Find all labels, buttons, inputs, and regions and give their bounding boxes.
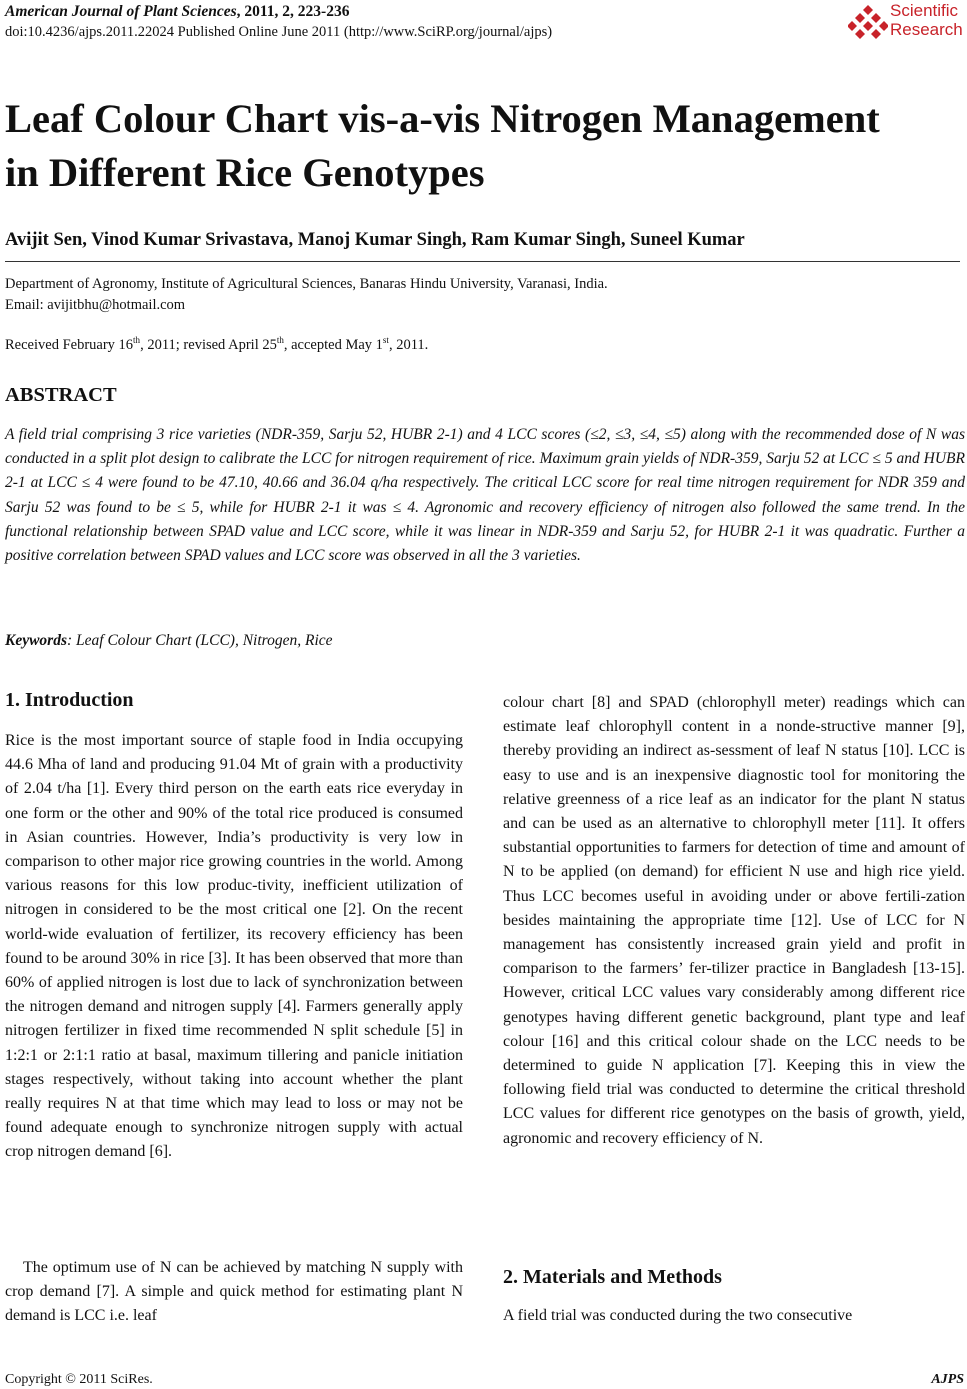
header-divider bbox=[5, 261, 960, 262]
author-email: Email: avijitbhu@hotmail.com bbox=[5, 297, 186, 313]
introduction-paragraph-2: The optimum use of N can be achieved by matching N supply with crop demand [7]. A simple and quick method for estimating plant N demand is LCC i.e. leaf bbox=[5, 1259, 463, 1325]
publisher-logo bbox=[848, 1, 966, 43]
keywords-label: Keywords bbox=[5, 632, 67, 649]
accepted-year: , 2011. bbox=[388, 336, 429, 353]
journal-citation bbox=[5, 3, 349, 21]
abstract-text: A field trial comprising 3 rice varieties (NDR-359, Sarju 52, HUBR 2-1) and 4 LCC scores (≤2, ≤3, ≤4, ≤5) along with the recommended dose of N was conducted in a split plot design to calibrate the LCC for nitrogen requirement of rice. Maximum grain yields of NDR-359, Sarju 52 at LCC ≤ 5 and HUBR 2-1 at LCC ≤ 4 were found to be 47.10, 40.66 and 36.04 q/ha respectively. The critical LCC score for real time nitrogen requirement for NDR 359 and Sarju 52 was found to be ≤ 5, while for HUBR 2-1 it was ≤ 4. Agronomic and recovery efficiency of nitrogen also followed the same trend. In the functional relationship between SPAD value and LCC score, while it was linear in NDR-359 and Sarju 52, for HUBR 2-1 it was quadratic. Further a positive correlation between SPAD values and LCC score was observed in all the 3 varieties. bbox=[5, 426, 965, 565]
footer-copyright: Copyright © 2011 SciRes. bbox=[5, 1372, 153, 1387]
abstract-heading: ABSTRACT bbox=[5, 384, 117, 406]
journal-volume-pages: , 2011, 2, 223-236 bbox=[236, 3, 350, 20]
logo-line-1: Scientific bbox=[890, 1, 959, 20]
section-heading-methods: 2. Materials and Methods bbox=[503, 1266, 722, 1288]
received-dates bbox=[5, 335, 428, 354]
article-title bbox=[5, 92, 960, 200]
publisher-logo-icon bbox=[848, 3, 888, 43]
logo-line-2: Research bbox=[890, 20, 963, 39]
received-text: Received February 16 bbox=[5, 336, 134, 353]
footer-journal-abbr: AJPS bbox=[931, 1372, 964, 1387]
affiliation: Department of Agronomy, Institute of Agricultural Sciences, Banaras Hindu University, Varanasi, India. bbox=[5, 276, 608, 292]
introduction-paragraph-1: Rice is the most important source of staple food in India occupying 44.6 Mha of land and producing 91.04 Mt of grain with a productivity of 2.04 t/ha [1]. Every third person on the earth eats rice everyday in one form or the other and 90% of the total rice produced is consumed in Asian countries. However, India’s productivity is very low in comparison to other major rice growing countries in the world. Among various reasons for this low produc-tivity, inefficient utilization of nitrogen in considered to be the most critical one [2]. On the recent world-wide evaluation of fertilizer, its recovery efficiency has been found to be around 30% in rice [3]. It has been observed that more than 60% of applied nitrogen is lost due to lack of synchronization between the nitrogen demand and nitrogen supply [4]. Farmers generally apply nitrogen fertilizer in fixed time recommended N split schedule [5] in 1:2:1 or 2:1:1 ratio at basal, maximum tillering and panicle initiation stages respectively, without taking into account whether the plant really requires N at that time which may lead to loss or may not be found adequate enough to synchronize nitrogen supply with actual crop nitrogen demand [6]. bbox=[5, 732, 463, 1161]
doi-line: doi:10.4236/ajps.2011.22024 Published Online June 2011 (http://www.SciRP.org/journal/ajps) bbox=[5, 24, 553, 40]
affiliation-block bbox=[5, 274, 608, 316]
revised-text: , 2011; revised April 25 bbox=[140, 336, 277, 353]
title-line-2: in Different Rice Genotypes bbox=[5, 150, 485, 195]
revised-sup: th bbox=[276, 335, 284, 345]
keywords-line bbox=[5, 632, 333, 650]
methods-paragraph-1: A field trial was conducted during the two consecutive bbox=[503, 1307, 853, 1324]
author-list: Avijit Sen, Vinod Kumar Srivastava, Manoj Kumar Singh, Ram Kumar Singh, Suneel Kumar bbox=[5, 230, 745, 250]
keywords-text: : Leaf Colour Chart (LCC), Nitrogen, Rice bbox=[67, 632, 333, 649]
accepted-sup: st bbox=[382, 335, 389, 345]
introduction-paragraph-2-continued: colour chart [8] and SPAD (chlorophyll meter) readings which can estimate leaf chlorophyll content in a nonde-structive manner [9], thereby providing an indirect as-sessment of leaf N status [10]. LCC is easy to use and is an inexpensive diagnostic tool for monitoring the relative greenness of a rice leaf as an indicator for the plant N status and can be used as an alternative to chlorophyll meter [11]. It offers substantial opportunities to farmers for detection of time and amount of N to be applied (on demand) for efficient N use and high rice yield. Thus LCC becomes useful in avoiding under or above fertili-zation besides maintaining the appropriate time [12]. Use of LCC for N management has consistently increased grain yield and profit in comparison to the farmers’ fer-tilizer practice in Bangladesh [13-15]. However, critical LCC values vary considerably among different rice genotypes having different genetic background, plant type and leaf colour [16] and this critical colour shade on the LCC needs to be determined to guide N application [7]. Keeping this in view the following field trial was conducted to determine the critical threshold LCC values for different rice genotypes on the basis of growth, yield, agronomic and recovery efficiency of N. bbox=[503, 694, 965, 1147]
section-heading-introduction: 1. Introduction bbox=[5, 689, 134, 711]
received-sup: th bbox=[133, 335, 141, 345]
accepted-text: , accepted May 1 bbox=[283, 336, 383, 353]
title-line-1: Leaf Colour Chart vis-a-vis Nitrogen Management bbox=[5, 96, 880, 141]
journal-name: American Journal of Plant Sciences bbox=[5, 3, 237, 20]
publisher-logo-text bbox=[890, 1, 963, 39]
